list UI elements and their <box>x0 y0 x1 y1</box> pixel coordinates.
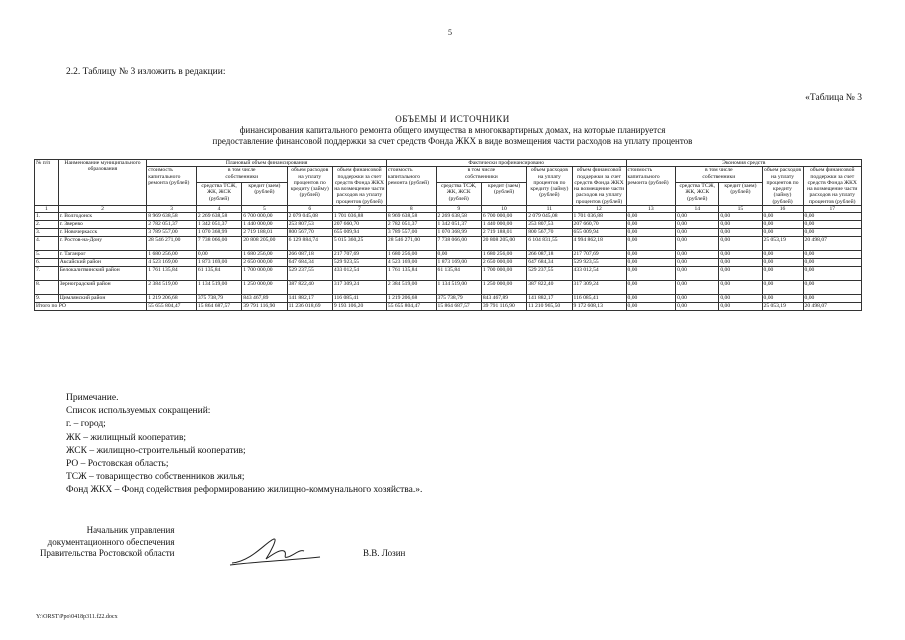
header-support: объем финансовой поддержки за счет средств Фонда ЖКХ на возмещение части расходов на уплату процентов (рублей) <box>803 167 861 206</box>
header-incl <box>676 167 762 183</box>
value-cell: 1 873 169,00 <box>436 259 481 267</box>
header-municipality: Наименование муниципального образования <box>58 160 147 206</box>
header-interest: объем расходов на уплату процентов по кредиту (займу) (рублей) <box>764 167 802 205</box>
value-cell: 0,00 <box>719 229 762 237</box>
column-number: 8 <box>386 206 436 213</box>
row-number: 5. <box>35 251 59 259</box>
value-cell: 0,00 <box>762 213 803 221</box>
page-number: 5 <box>448 28 452 37</box>
header-cost: стоимость капитального ремонта (рублей) <box>626 167 676 206</box>
value-cell: 3 789 557,00 <box>147 229 197 237</box>
value-cell: 2 269 638,58 <box>436 213 481 221</box>
value-cell: 1 680 256,00 <box>242 251 287 259</box>
value-cell: 2 650 000,00 <box>242 259 287 267</box>
value-cell: 217 707,69 <box>332 251 386 259</box>
header-credit: кредит (заем) (рублей) <box>242 183 287 206</box>
signatory-line1: Начальник управления <box>86 525 175 535</box>
value-cell: 0,00 <box>762 251 803 259</box>
value-cell: 39 791 116,90 <box>481 303 526 311</box>
column-number: 11 <box>527 206 572 213</box>
value-cell: 1 701 036,88 <box>572 213 626 221</box>
header-interest: объем расходов на уплату процентов по кредиту (займу) (рублей) <box>287 167 332 206</box>
abbrev-item: РО – Ростовская область; <box>66 459 169 470</box>
value-cell: 28 546 271,00 <box>386 237 436 251</box>
row-municipality: г. Таганрог <box>58 251 147 259</box>
row-number: 8. <box>35 281 59 295</box>
row-number: 1. <box>35 213 59 221</box>
signatory-line3: Правительства Ростовской области <box>40 548 175 558</box>
header-interest: объем расходов на уплату процентов по кредиту (займу) (рублей) <box>527 167 572 206</box>
column-numbers-row <box>35 206 862 213</box>
value-cell: 141 882,17 <box>527 295 572 303</box>
value-cell: 0,00 <box>762 221 803 229</box>
value-cell: 9 172 608,13 <box>572 303 626 311</box>
value-cell: 0,00 <box>803 229 861 237</box>
value-cell: 2 782 051,37 <box>386 221 436 229</box>
notes-title: Примечание. <box>66 393 119 403</box>
value-cell: 317 309,24 <box>332 281 386 295</box>
value-cell: 266 087,18 <box>287 251 332 259</box>
value-cell: 0,00 <box>626 213 676 221</box>
value-cell: 2 079 045,08 <box>287 213 332 221</box>
value-cell: 0,00 <box>803 281 861 295</box>
value-cell: 0,00 <box>626 295 676 303</box>
row-municipality: г. Ростов-на-Дону <box>58 237 147 251</box>
row-municipality: Зерноградский район <box>58 281 147 295</box>
value-cell: 0,00 <box>676 259 719 267</box>
value-cell: 0,00 <box>762 295 803 303</box>
table-row <box>35 267 862 281</box>
value-cell: 4 994 862,18 <box>572 237 626 251</box>
signatory-name: В.В. Лозин <box>363 548 406 558</box>
header-owners: собственники <box>464 173 498 180</box>
value-cell: 800 567,70 <box>527 229 572 237</box>
header-incl-label: в том числе <box>705 167 733 174</box>
signatory-title <box>40 525 174 560</box>
abbrev-item: Фонд ЖКХ – Фонд содействия реформированию жилищно-коммунального хозяйства.». <box>66 485 423 496</box>
value-cell: 1 219 206,68 <box>147 295 197 303</box>
value-cell: 0,00 <box>676 295 719 303</box>
value-cell: 1 873 169,00 <box>196 259 241 267</box>
table-row <box>35 251 862 259</box>
value-cell: 55 655 804,47 <box>386 303 436 311</box>
value-cell: 387 822,40 <box>287 281 332 295</box>
table-row <box>35 259 862 267</box>
value-cell: 2 719 188,01 <box>242 229 287 237</box>
value-cell: 0,00 <box>803 259 861 267</box>
row-number: 4. <box>35 237 59 251</box>
value-cell: 4 523 169,00 <box>147 259 197 267</box>
value-cell: 7 738 066,00 <box>436 237 481 251</box>
value-cell: 0,00 <box>626 259 676 267</box>
total-label: Итого по РО <box>35 303 147 311</box>
value-cell: 0,00 <box>626 281 676 295</box>
value-cell: 141 882,17 <box>287 295 332 303</box>
value-cell: 1 440 000,00 <box>242 221 287 229</box>
header-incl <box>196 167 287 183</box>
column-number: 4 <box>196 206 241 213</box>
column-number: 10 <box>481 206 526 213</box>
value-cell: 0,00 <box>196 251 241 259</box>
row-number: 2. <box>35 221 59 229</box>
header-group-savings: Экономия средств <box>626 160 861 167</box>
value-cell: 0,00 <box>676 229 719 237</box>
value-cell: 207 660,70 <box>572 221 626 229</box>
column-number: 5 <box>242 206 287 213</box>
value-cell: 1 342 051,37 <box>196 221 241 229</box>
value-cell: 1 250 000,00 <box>481 281 526 295</box>
header-cost: стоимость капитального ремонта (рублей) <box>386 167 436 206</box>
row-municipality: Белокалитвинский район <box>58 267 147 281</box>
table-row <box>35 237 862 251</box>
value-cell: 7 738 066,00 <box>196 237 241 251</box>
table-row <box>35 303 862 311</box>
value-cell: 1 440 000,00 <box>481 221 526 229</box>
value-cell: 0,00 <box>436 251 481 259</box>
value-cell: 8 969 638,58 <box>147 213 197 221</box>
value-cell: 61 135,84 <box>196 267 241 281</box>
value-cell: 116 085,41 <box>332 295 386 303</box>
abbrev-item: г. – город; <box>66 419 106 430</box>
column-number: 3 <box>147 206 197 213</box>
value-cell: 0,00 <box>676 267 719 281</box>
column-number: 15 <box>719 206 762 213</box>
value-cell: 647 684,34 <box>527 259 572 267</box>
value-cell: 843 467,89 <box>481 295 526 303</box>
header-owners: собственники <box>702 173 736 180</box>
value-cell: 0,00 <box>762 267 803 281</box>
value-cell: 0,00 <box>762 229 803 237</box>
value-cell: 1 134 519,00 <box>196 281 241 295</box>
value-cell: 0,00 <box>803 221 861 229</box>
header-owners: собственники <box>225 173 259 180</box>
row-number: 6. <box>35 259 59 267</box>
value-cell: 20 808 205,00 <box>242 237 287 251</box>
column-number: 13 <box>626 206 676 213</box>
column-number: 7 <box>332 206 386 213</box>
column-number: 6 <box>287 206 332 213</box>
value-cell: 207 660,70 <box>332 221 386 229</box>
value-cell: 11 236 018,69 <box>287 303 332 311</box>
value-cell: 39 791 116,90 <box>242 303 287 311</box>
table-subtitle-line2: предоставление финансовой поддержки за счет средств Фонда ЖКХ в виде возмещения части расходов на уплату процентов <box>212 136 693 146</box>
header-tszh: средства ТСЖ, ЖК, ЖСК (рублей) <box>196 183 241 206</box>
value-cell: 317 309,24 <box>572 281 626 295</box>
value-cell: 655 009,94 <box>332 229 386 237</box>
value-cell: 253 807,53 <box>527 221 572 229</box>
abbrev-item: ЖСК – жилищно-строительный кооператив; <box>66 445 246 456</box>
value-cell: 843 467,89 <box>242 295 287 303</box>
value-cell: 0,00 <box>626 251 676 259</box>
value-cell: 529 923,55 <box>332 259 386 267</box>
value-cell: 1 680 256,00 <box>386 251 436 259</box>
value-cell: 8 969 638,58 <box>386 213 436 221</box>
value-cell: 266 087,18 <box>527 251 572 259</box>
header-group-actual: Фактически профинансировано <box>386 160 626 167</box>
value-cell: 375 738,79 <box>436 295 481 303</box>
table-row <box>35 221 862 229</box>
value-cell: 1 219 206,68 <box>386 295 436 303</box>
value-cell: 2 650 000,00 <box>481 259 526 267</box>
value-cell: 2 079 045,08 <box>527 213 572 221</box>
value-cell: 2 719 188,01 <box>481 229 526 237</box>
column-number: 2 <box>58 206 147 213</box>
table-row <box>35 229 862 237</box>
value-cell: 387 822,40 <box>527 281 572 295</box>
value-cell: 0,00 <box>719 303 762 311</box>
file-path-footer: Y:\ORST\Ppo\0418p311.f22.docx <box>36 614 118 620</box>
row-number: 7. <box>35 267 59 281</box>
notes-block <box>66 392 422 498</box>
header-support: объем финансовой поддержки за счет средств Фонда ЖКХ на возмещение части расходов на уплату процентов (рублей) <box>334 167 385 205</box>
value-cell: 1 700 000,00 <box>242 267 287 281</box>
value-cell: 15 864 687,57 <box>196 303 241 311</box>
value-cell: 20 498,07 <box>803 237 861 251</box>
table-title: ОБЪЕМЫ И ИСТОЧНИКИ <box>395 114 510 124</box>
row-municipality: Цимлянский район <box>58 295 147 303</box>
value-cell: 800 567,70 <box>287 229 332 237</box>
value-cell: 0,00 <box>626 303 676 311</box>
value-cell: 1 134 519,00 <box>436 281 481 295</box>
value-cell: 1 680 256,00 <box>147 251 197 259</box>
row-number: 3. <box>35 229 59 237</box>
value-cell: 6 700 000,00 <box>242 213 287 221</box>
header-support: объем финансовой поддержки за счет средств Фонда ЖКХ на возмещение части расходов на уплату процентов (рублей) <box>573 167 625 205</box>
value-cell: 1 070 368,99 <box>436 229 481 237</box>
value-cell: 6 104 831,55 <box>527 237 572 251</box>
value-cell: 25 053,19 <box>762 237 803 251</box>
value-cell: 655 009,94 <box>572 229 626 237</box>
header-cost: стоимость капитального ремонта (рублей) <box>147 167 197 206</box>
header-group-planned: Плановый объем финансирования <box>147 160 387 167</box>
value-cell: 0,00 <box>626 221 676 229</box>
table-reference: «Таблица № 3 <box>805 93 862 103</box>
value-cell: 6 129 884,74 <box>287 237 332 251</box>
value-cell: 0,00 <box>676 251 719 259</box>
table-row <box>35 281 862 295</box>
value-cell: 25 053,19 <box>762 303 803 311</box>
column-number: 14 <box>676 206 719 213</box>
abbrev-item: ТСЖ – товарищество собственников жилья; <box>66 472 245 483</box>
value-cell: 1 680 256,00 <box>481 251 526 259</box>
header-tszh: средства ТСЖ, ЖК, ЖСК (рублей) <box>676 183 719 206</box>
value-cell: 253 807,53 <box>287 221 332 229</box>
row-municipality: г. Волгодонск <box>58 213 147 221</box>
row-municipality: Аксайский район <box>58 259 147 267</box>
value-cell: 1 761 135,84 <box>147 267 197 281</box>
header-credit: кредит (заем) (рублей) <box>719 183 762 206</box>
value-cell: 529 237,55 <box>527 267 572 281</box>
value-cell: 61 135,84 <box>436 267 481 281</box>
value-cell: 0,00 <box>676 303 719 311</box>
value-cell: 1 070 368,99 <box>196 229 241 237</box>
value-cell: 433 012,54 <box>572 267 626 281</box>
value-cell: 0,00 <box>676 213 719 221</box>
column-number: 1 <box>35 206 59 213</box>
header-tszh: средства ТСЖ, ЖК, ЖСК (рублей) <box>436 183 481 206</box>
header-credit: кредит (заем) (рублей) <box>481 183 526 206</box>
value-cell: 0,00 <box>719 259 762 267</box>
column-number: 16 <box>762 206 803 213</box>
signatory-line2: документационного обеспечения <box>47 536 175 547</box>
value-cell: 0,00 <box>626 267 676 281</box>
table-body <box>35 213 862 311</box>
value-cell: 5 015 360,25 <box>332 237 386 251</box>
value-cell: 1 250 000,00 <box>242 281 287 295</box>
value-cell: 0,00 <box>762 259 803 267</box>
value-cell: 55 655 804,47 <box>147 303 197 311</box>
value-cell: 20 498,07 <box>803 303 861 311</box>
value-cell: 2 269 638,58 <box>196 213 241 221</box>
value-cell: 1 701 036,88 <box>332 213 386 221</box>
value-cell: 0,00 <box>762 281 803 295</box>
value-cell: 9 193 106,20 <box>332 303 386 311</box>
value-cell: 529 923,55 <box>572 259 626 267</box>
value-cell: 217 707,69 <box>572 251 626 259</box>
value-cell: 116 085,41 <box>572 295 626 303</box>
row-number: 9. <box>35 295 59 303</box>
value-cell: 0,00 <box>719 221 762 229</box>
value-cell: 0,00 <box>719 237 762 251</box>
intro-text: 2.2. Таблицу № 3 изложить в редакции: <box>66 67 226 77</box>
table-row <box>35 213 862 221</box>
row-municipality: г. Зверево <box>58 221 147 229</box>
value-cell: 0,00 <box>719 267 762 281</box>
value-cell: 0,00 <box>676 281 719 295</box>
header-incl-label: в том числе <box>467 167 496 174</box>
value-cell: 28 546 271,00 <box>147 237 197 251</box>
value-cell: 3 789 557,00 <box>386 229 436 237</box>
column-number: 9 <box>436 206 481 213</box>
value-cell: 2 782 051,37 <box>147 221 197 229</box>
table-subtitle-line1: финансирования капитального ремонта общего имущества в многоквартирных домах, на которые планируется <box>239 125 666 135</box>
header-incl <box>436 167 527 183</box>
value-cell: 11 210 965,50 <box>527 303 572 311</box>
table-row <box>35 295 862 303</box>
value-cell: 0,00 <box>719 295 762 303</box>
value-cell: 2 384 519,00 <box>386 281 436 295</box>
column-number: 17 <box>803 206 861 213</box>
abbrev-item: ЖК – жилищный кооператив; <box>66 432 187 443</box>
handwritten-signature <box>222 535 332 571</box>
value-cell: 0,00 <box>803 267 861 281</box>
financing-table <box>34 159 862 311</box>
value-cell: 0,00 <box>626 237 676 251</box>
value-cell: 647 684,34 <box>287 259 332 267</box>
value-cell: 6 700 000,00 <box>481 213 526 221</box>
value-cell: 529 237,55 <box>287 267 332 281</box>
value-cell: 0,00 <box>803 213 861 221</box>
value-cell: 20 808 205,00 <box>481 237 526 251</box>
value-cell: 0,00 <box>803 295 861 303</box>
value-cell: 15 864 687,57 <box>436 303 481 311</box>
value-cell: 1 700 000,00 <box>481 267 526 281</box>
value-cell: 375 738,79 <box>196 295 241 303</box>
value-cell: 0,00 <box>803 251 861 259</box>
header-incl-label: в том числе <box>227 167 256 174</box>
value-cell: 433 012,54 <box>332 267 386 281</box>
value-cell: 0,00 <box>676 221 719 229</box>
row-municipality: г. Новочеркасск <box>58 229 147 237</box>
value-cell: 0,00 <box>719 213 762 221</box>
header-num: № п/п <box>35 160 59 206</box>
value-cell: 0,00 <box>626 229 676 237</box>
value-cell: 1 342 051,37 <box>436 221 481 229</box>
abbrev-list-title: Список используемых сокращений: <box>66 406 211 417</box>
value-cell: 2 384 519,00 <box>147 281 197 295</box>
column-number: 12 <box>572 206 626 213</box>
value-cell: 1 761 135,84 <box>386 267 436 281</box>
value-cell: 0,00 <box>719 281 762 295</box>
value-cell: 4 523 169,00 <box>386 259 436 267</box>
value-cell: 0,00 <box>676 237 719 251</box>
value-cell: 0,00 <box>719 251 762 259</box>
